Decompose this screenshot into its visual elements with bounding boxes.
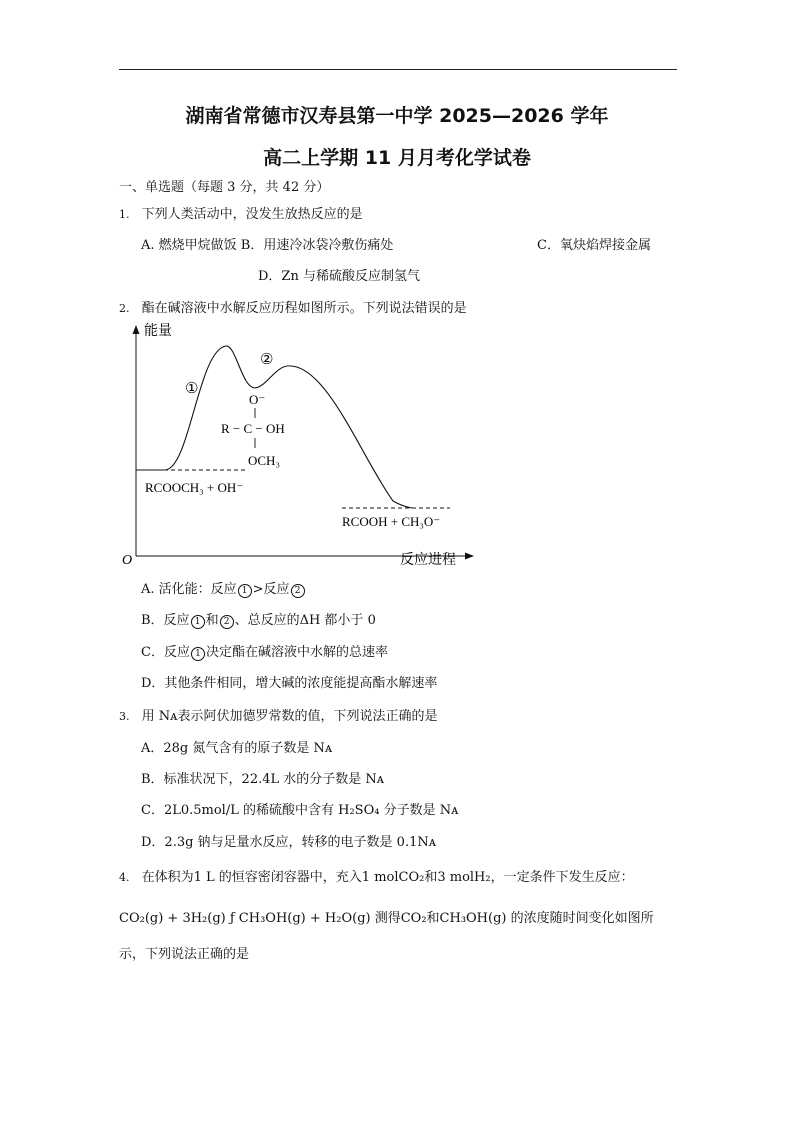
q3-option-a: A．28g 氮气含有的原子数是 Nᴀ — [141, 741, 333, 756]
option-text: 决定酯在碱溶液中水解的总速率 — [205, 645, 388, 660]
step-1-marker: ① — [185, 381, 199, 397]
products-label: RCOOH + CH₃O⁻ — [342, 514, 441, 529]
q3-option-c: C．2L0.5mol/L 的稀硫酸中含有 H₂SO₄ 分子数是 Nᴀ — [141, 803, 459, 818]
q1-option-a-b: A. 燃烧甲烷做饭 B．用速冷冰袋冷敷伤痛处 — [141, 238, 394, 253]
intermediate-bottom: OCH₃ — [248, 453, 280, 468]
q2-option-b — [141, 609, 376, 629]
question-stem: 下列人类活动中，没发生放热反应的是 — [141, 207, 363, 222]
question-1 — [119, 203, 363, 222]
page-subtitle: 高二上学期 11 月月考化学试卷 — [263, 147, 531, 169]
q1-option-d: D．Zn 与稀硫酸反应制氢气 — [258, 269, 420, 284]
question-stem: 用 Nᴀ表示阿伏加德罗常数的值，下列说法正确的是 — [141, 709, 438, 724]
q3-option-b: B．标准状况下，22.4L 水的分子数是 Nᴀ — [141, 772, 385, 787]
question-number: 2. — [119, 302, 130, 315]
option-text: C．反应 — [141, 645, 190, 660]
option-text: B．反应 — [141, 613, 190, 628]
circle-2-marker: 2 — [220, 615, 234, 629]
circle-1-marker: 1 — [191, 615, 205, 629]
question-stem: 酯在碱溶液中水解反应历程如图所示。下列说法错误的是 — [141, 301, 467, 316]
page-title: 湖南省常德市汉寿县第一中学 2025—2026 学年 — [185, 105, 609, 127]
x-axis-label: 反应进程 — [400, 553, 456, 568]
q4-equation: CO₂(g) + 3H₂(g) ƒ CH₃OH(g) + H₂O(g) 测得CO₂和CH₃OH(g) 的浓度随时间变化如图所 — [119, 911, 654, 926]
question-number: 1. — [119, 208, 130, 221]
q1-option-c: C．氧炔焰焊接金属 — [537, 238, 651, 253]
q2-option-c — [141, 641, 388, 661]
header-rule — [119, 69, 677, 70]
q2-option-d: D．其他条件相同，增大碱的浓度能提高酯水解速率 — [141, 676, 438, 691]
question-3 — [119, 705, 438, 724]
option-text: A. 活化能：反应 — [141, 582, 237, 597]
q2-option-a — [141, 578, 306, 598]
circle-1-marker: 1 — [191, 647, 205, 661]
intermediate-mid: R − C − OH — [221, 421, 285, 436]
section-heading: 一、单选题（每题 3 分，共 42 分） — [119, 180, 330, 195]
energy-diagram — [110, 320, 490, 575]
circle-2-marker: 2 — [291, 584, 305, 598]
option-text: 和 — [205, 613, 219, 628]
q4-continuation: 示，下列说法正确的是 — [119, 947, 250, 962]
question-2 — [119, 297, 467, 316]
question-stem: 在体积为1 L 的恒容密闭容器中，充入1 molCO₂和3 molH₂，一定条件下发生反应： — [141, 870, 634, 885]
question-number: 4. — [119, 871, 130, 884]
x-axis-arrow — [465, 553, 474, 560]
intermediate-top: O⁻ — [249, 392, 266, 407]
circle-1-marker: 1 — [238, 584, 252, 598]
origin-label: O — [122, 553, 133, 568]
y-axis-arrow — [133, 325, 140, 334]
q3-option-d: D．2.3g 钠与足量水反应，转移的电子数是 0.1Nᴀ — [141, 835, 437, 850]
question-number: 3. — [119, 710, 130, 723]
step-2-marker: ② — [260, 352, 274, 368]
option-text: 、总反应的ΔH 都小于 0 — [234, 613, 376, 628]
reactants-label: RCOOCH₃ + OH⁻ — [145, 480, 244, 495]
option-text: >反应 — [252, 582, 290, 597]
y-axis-label: 能量 — [144, 324, 172, 339]
question-4 — [119, 866, 634, 885]
